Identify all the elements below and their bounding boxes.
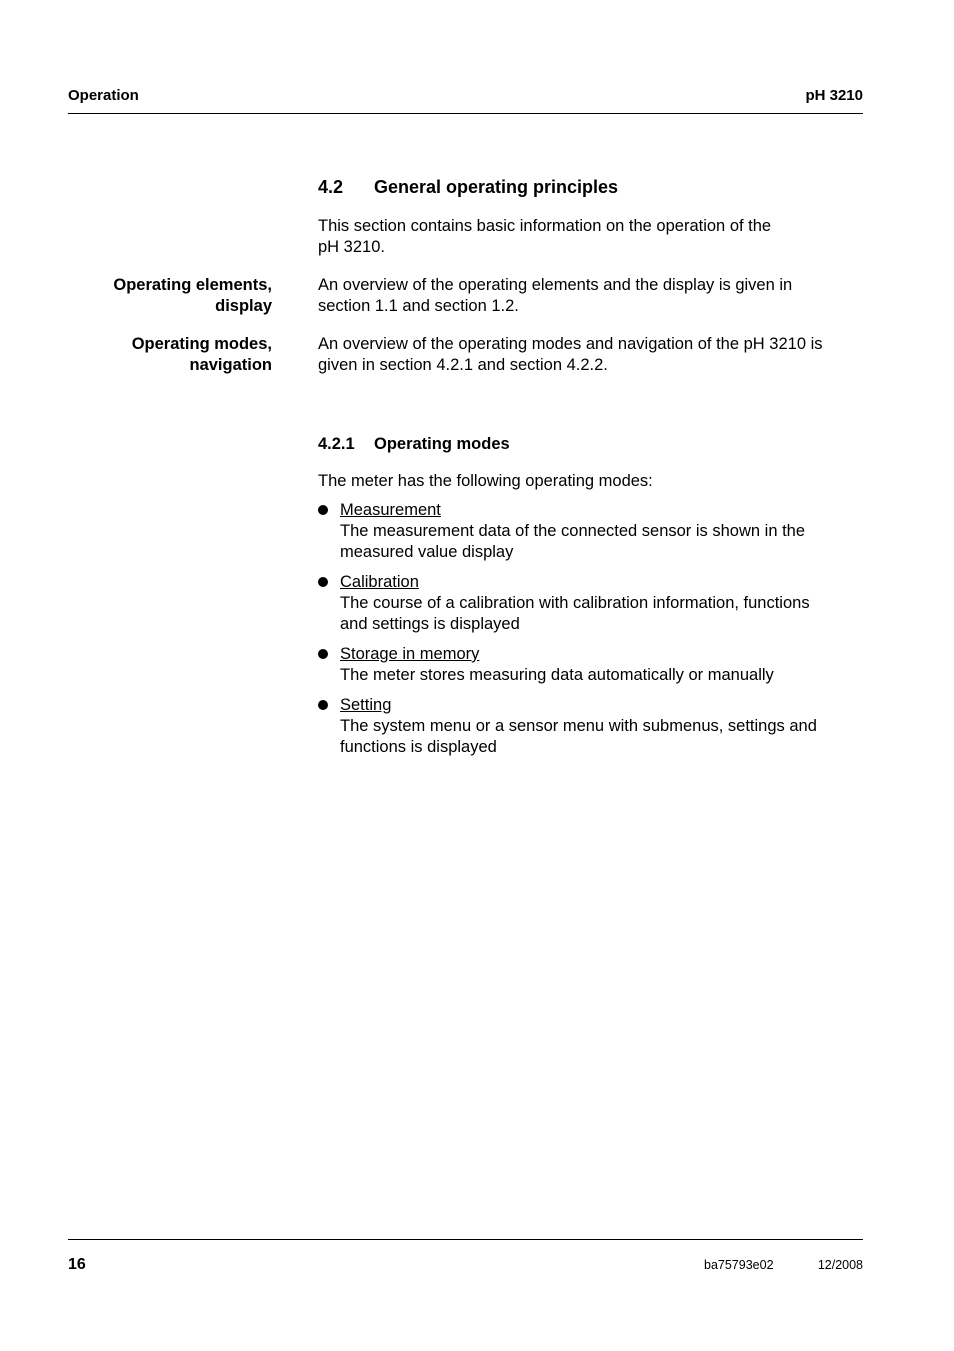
page-number: 16: [68, 1256, 86, 1273]
subsection-title: Operating modes: [374, 435, 510, 453]
paragraph-line1: An overview of the operating elements and the display is given in: [318, 276, 793, 294]
list-item-measurement: [340, 500, 860, 563]
paragraph-operating-modes: [318, 334, 823, 376]
paragraph-line2: given in section 4.2.1 and section 4.2.2.: [318, 356, 608, 374]
bullet-dot: [318, 577, 328, 587]
header-rule: [68, 113, 863, 114]
mode-description-line2: and settings is displayed: [340, 615, 520, 633]
section-title: General operating principles: [374, 177, 619, 197]
mode-name: Calibration: [340, 573, 419, 591]
section-intro-line1: This section contains basic information on the operation of the: [318, 217, 772, 235]
list-item-calibration: [340, 572, 860, 635]
bullet-dot: [318, 505, 328, 515]
mode-description-line1: The course of a calibration with calibration information, functions: [340, 594, 810, 612]
mode-description-line2: functions is displayed: [340, 738, 497, 756]
side-heading-operating-elements: [42, 275, 272, 317]
mode-name: Setting: [340, 696, 392, 714]
list-item-setting: [340, 695, 860, 758]
mode-description-line1: The meter stores measuring data automatically or manually: [340, 666, 774, 684]
mode-description-line1: The measurement data of the connected sensor is shown in the: [340, 522, 806, 540]
side-heading-line2: navigation: [189, 356, 272, 374]
bullet-dot: [318, 700, 328, 710]
section-intro: [318, 216, 771, 258]
footer-rule: [68, 1239, 863, 1240]
mode-name: Storage in memory: [340, 645, 480, 663]
document-id: ba75793e02: [704, 1258, 774, 1272]
subsection-intro: The meter has the following operating modes:: [318, 472, 653, 490]
subsection-number: 4.2.1: [318, 435, 355, 453]
mode-description-line2: measured value display: [340, 543, 514, 561]
list-item-storage-in-memory: [340, 644, 860, 686]
side-heading-line2: display: [215, 297, 272, 315]
side-heading-line1: Operating elements,: [113, 276, 272, 294]
header-product-name: pH 3210: [805, 87, 863, 104]
paragraph-line1: An overview of the operating modes and navigation of the pH 3210 is: [318, 335, 823, 353]
document-date: 12/2008: [817, 1258, 863, 1272]
section-intro-line2: pH 3210.: [318, 238, 385, 256]
bullet-dot: [318, 649, 328, 659]
side-heading-line1: Operating modes,: [131, 335, 272, 353]
header-section-title: Operation: [68, 87, 139, 104]
paragraph-line2: section 1.1 and section 1.2.: [318, 297, 519, 315]
mode-name: Measurement: [340, 501, 441, 519]
paragraph-operating-elements: [318, 275, 792, 317]
mode-description-line1: The system menu or a sensor menu with submenus, settings and: [340, 717, 817, 735]
side-heading-operating-modes: [42, 334, 272, 376]
section-number: 4.2: [318, 177, 344, 197]
